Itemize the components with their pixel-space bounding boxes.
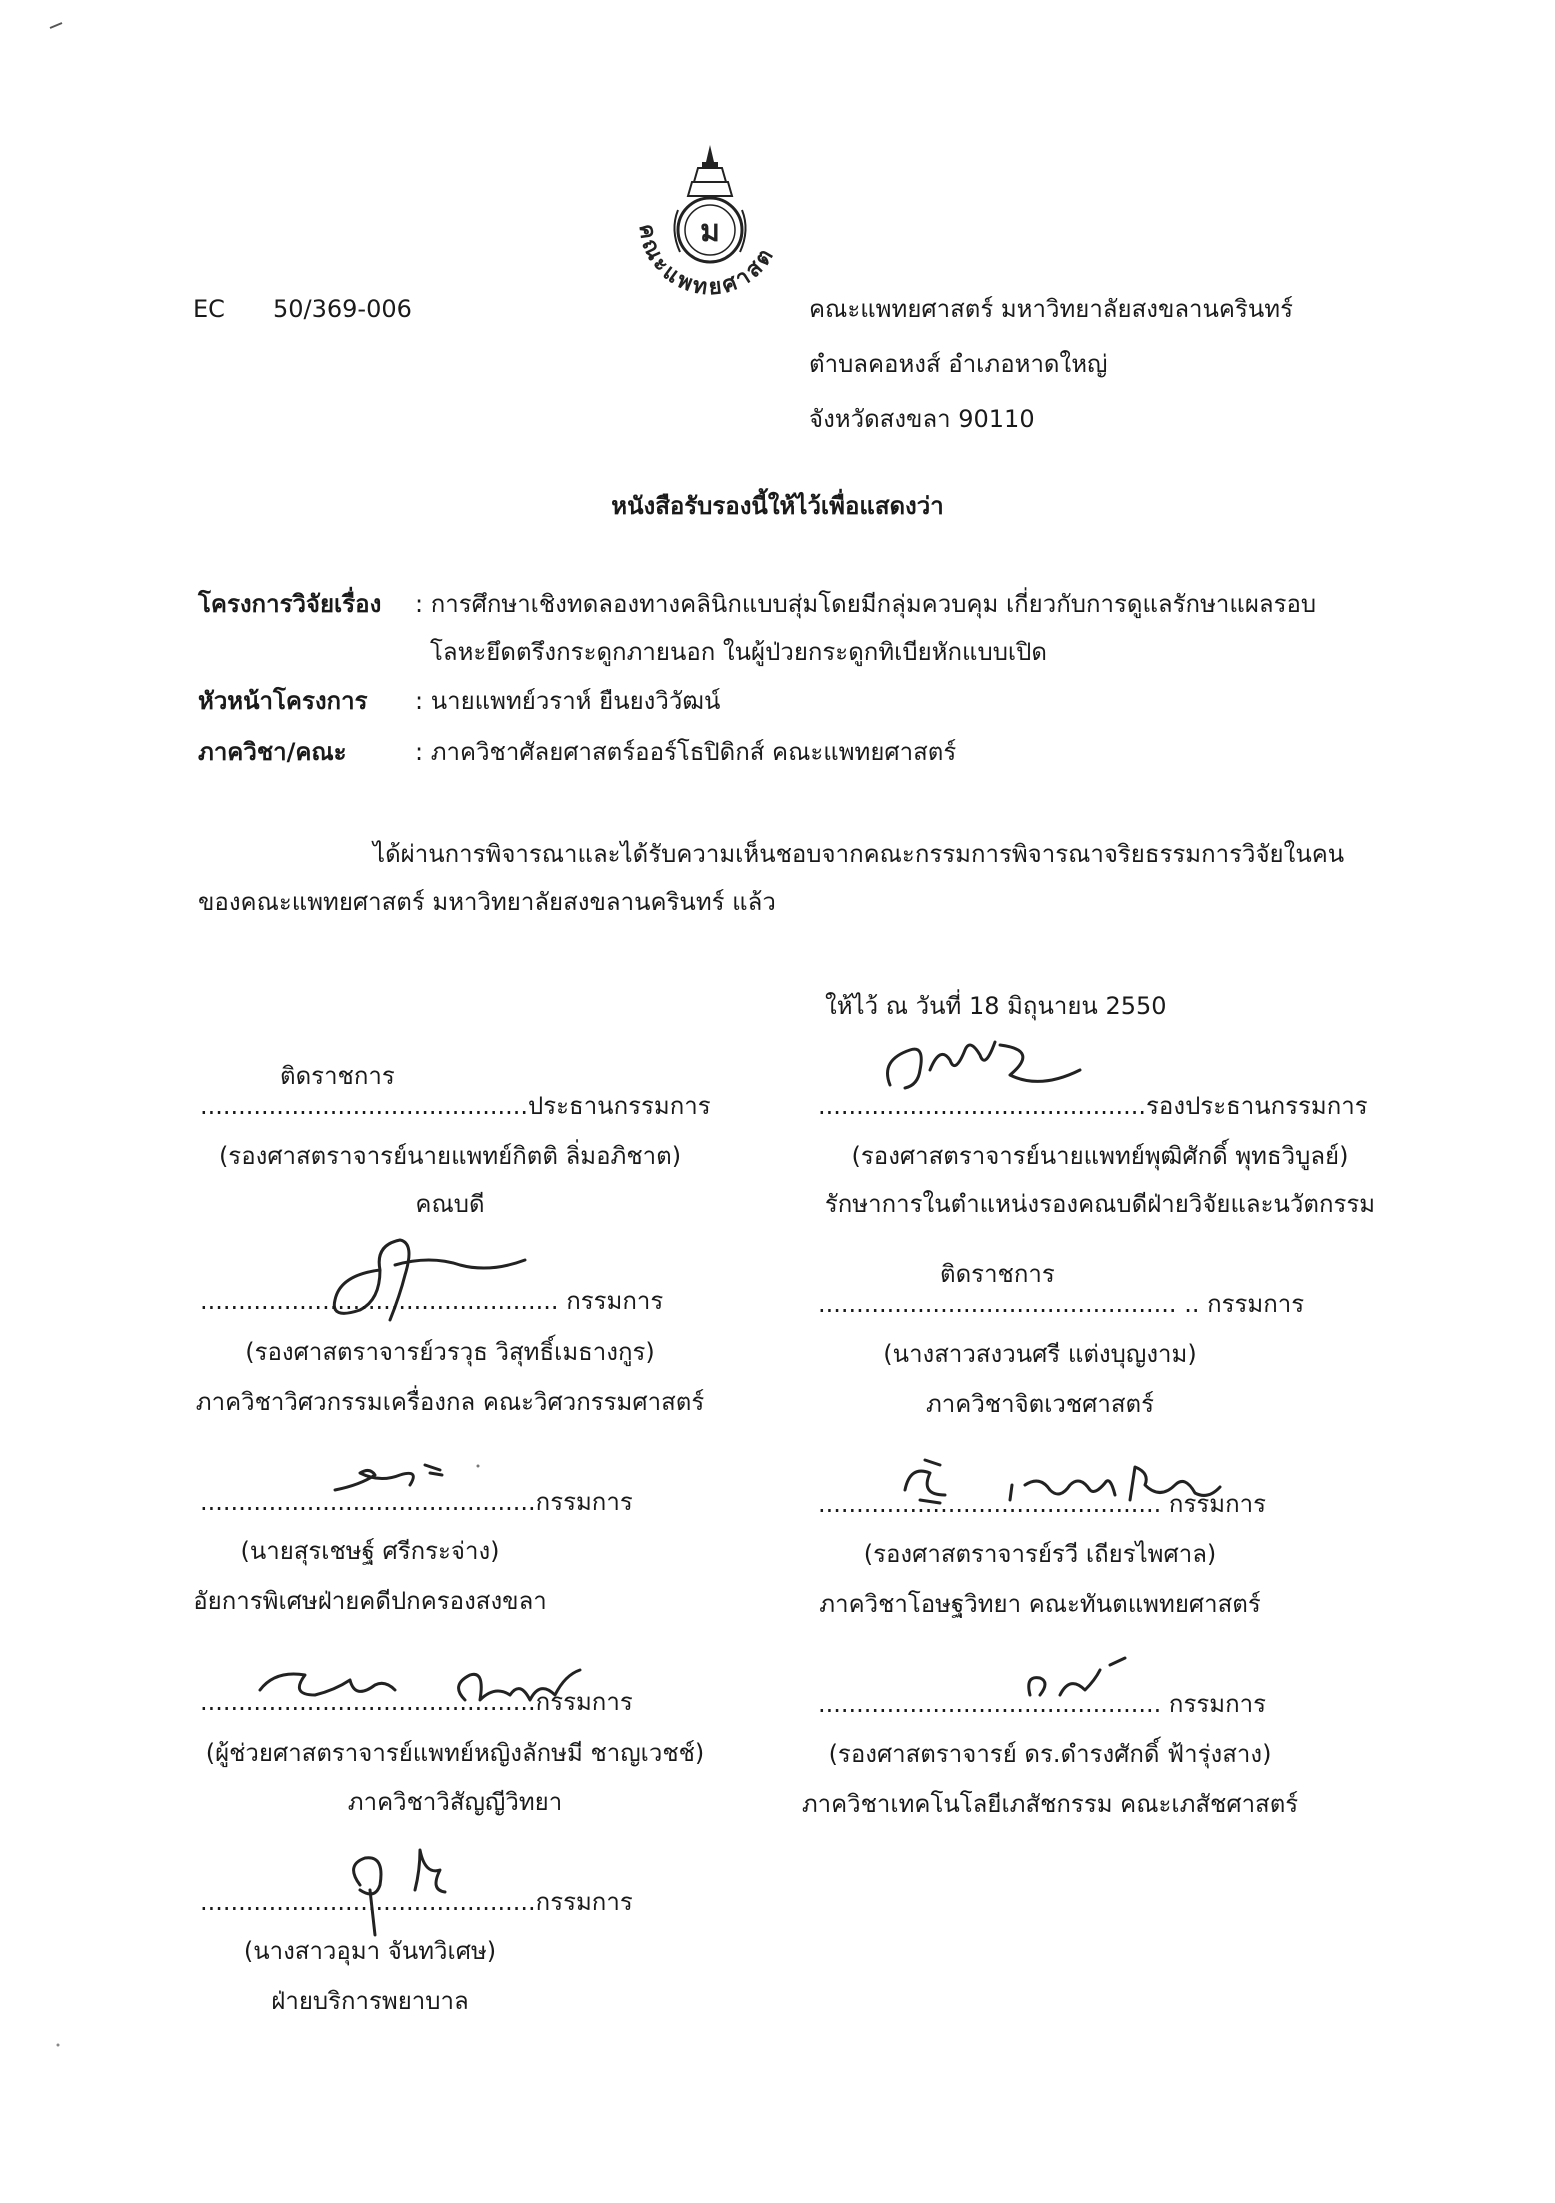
svg-text:คณะแพทยศาสตร์ — [610, 140, 780, 301]
body-line-2: ของคณะแพทยศาสตร์ มหาวิทยาลัยสงขลานครินทร์ แล้ว — [198, 888, 776, 916]
s4-name: (นางสาวสงวนศรี แต่งบุญงาม) — [883, 1340, 1197, 1368]
svg-text:ม: ม — [700, 214, 720, 249]
s9-name: (นางสาวอุมา จันทวิเศษ) — [243, 1937, 497, 1965]
head-label: หัวหน้าโครงการ — [198, 687, 368, 715]
s9-dots: ............................................กรรมการ — [200, 1888, 633, 1916]
seal-arc-text: คณะแพทยศาสต — [633, 222, 780, 301]
project-label: โครงการวิจัยเรื่อง — [198, 590, 382, 618]
address-line-2: ตำบลคอหงส์ อำเภอหาดใหญ่ — [809, 350, 1108, 378]
s8-name: (รองศาสตราจารย์ ดร.ดำรงศักดิ์ ฟ้ารุ่งสาง) — [828, 1740, 1272, 1768]
seal-emblem-icon — [610, 140, 810, 310]
s2-dots: ...........................................รองประธานกรรมการ — [818, 1092, 1368, 1120]
dept-value: : ภาควิชาศัลยศาสตร์ออร์โธปิดิกส์ คณะแพทยศาสตร์ — [415, 738, 957, 766]
head-value: : นายแพทย์วราห์ ยืนยงวิวัฒน์ — [415, 687, 721, 715]
s1-name: (รองศาสตราจารย์นายแพทย์กิตติ ลิ่มอภิชาต) — [218, 1142, 682, 1170]
s5-name: (นายสุรเชษฐ์ ศรีกระจ่าง) — [240, 1537, 500, 1565]
s6-name: (รองศาสตราจารย์รวี เถียรไพศาล) — [863, 1540, 1217, 1568]
s5-dots: ............................................กรรมการ — [200, 1488, 633, 1516]
faculty-seal — [610, 140, 810, 310]
s8-title: ภาควิชาเทคโนโลยีเภสัชกรรม คณะเภสัชศาสตร์ — [801, 1790, 1299, 1818]
doc-number: 50/369-006 — [273, 295, 412, 323]
body-line-1: ได้ผ่านการพิจารณาและได้รับความเห็นชอบจากคณะกรรมการพิจารณาจริยธรรมการวิจัยในคน — [373, 840, 1345, 868]
s7-title: ภาควิชาวิสัญญีวิทยา — [347, 1788, 563, 1816]
doc-prefix: EC — [193, 295, 225, 323]
s3-dots: ............................................... กรรมการ — [200, 1287, 664, 1315]
s6-title: ภาควิชาโอษฐวิทยา คณะทันตแพทยศาสตร์ — [819, 1590, 1261, 1618]
s1-dots: ...........................................ประธานกรรมการ — [200, 1092, 711, 1120]
s4-dots: ............................................... .. กรรมการ — [818, 1290, 1305, 1318]
address-line-1: คณะแพทยศาสตร์ มหาวิทยาลัยสงขลานครินทร์ — [809, 295, 1293, 323]
s9-title: ฝ่ายบริการพยาบาล — [271, 1987, 469, 2015]
s9-signature — [330, 1830, 470, 1940]
certificate-title: หนังสือรับรองนี้ให้ไว้เพื่อแสดงว่า — [611, 492, 944, 520]
s6-dots: ............................................. กรรมการ — [818, 1490, 1266, 1518]
s7-name: (ผู้ช่วยศาสตราจารย์แพทย์หญิงลักษมี ชาญเวชช์) — [205, 1739, 705, 1767]
s2-title: รักษาการในตำแหน่งรองคณบดีฝ่ายวิจัยและนวัตกรรม — [824, 1190, 1376, 1218]
project-line-2: โลหะยึดตรึงกระดูกภายนอก ในผู้ป่วยกระดูกทิเบียหักแบบเปิด — [430, 638, 1047, 666]
s3-name: (รองศาสตราจารย์วรวุธ วิสุทธิ์เมธางกูร) — [245, 1338, 655, 1366]
s4-title: ภาควิชาจิตเวชศาสตร์ — [925, 1390, 1155, 1418]
s4-note: ติดราชการ — [940, 1260, 1055, 1288]
project-line-1: : การศึกษาเชิงทดลองทางคลินิกแบบสุ่มโดยมีกลุ่มควบคุม เกี่ยวกับการดูแลรักษาแผลรอบ — [415, 590, 1317, 618]
date-line: ให้ไว้ ณ วันที่ 18 มิถุนายน 2550 — [825, 992, 1167, 1020]
s5-title: อัยการพิเศษฝ่ายคดีปกครองสงขลา — [193, 1587, 547, 1615]
s2-name: (รองศาสตราจารย์นายแพทย์พุฒิศักดิ์ พุทธวิบูลย์) — [851, 1142, 1349, 1170]
s1-title: คณบดี — [415, 1190, 485, 1218]
address-line-3: จังหวัดสงขลา 90110 — [809, 405, 1035, 433]
s8-dots: ............................................. กรรมการ — [818, 1690, 1266, 1718]
s7-dots: ............................................กรรมการ — [200, 1688, 633, 1716]
dept-label: ภาควิชา/คณะ — [198, 738, 347, 766]
s1-note: ติดราชการ — [280, 1062, 395, 1090]
s3-title: ภาควิชาวิศวกรรมเครื่องกล คณะวิศวกรรมศาสตร์ — [195, 1388, 705, 1416]
